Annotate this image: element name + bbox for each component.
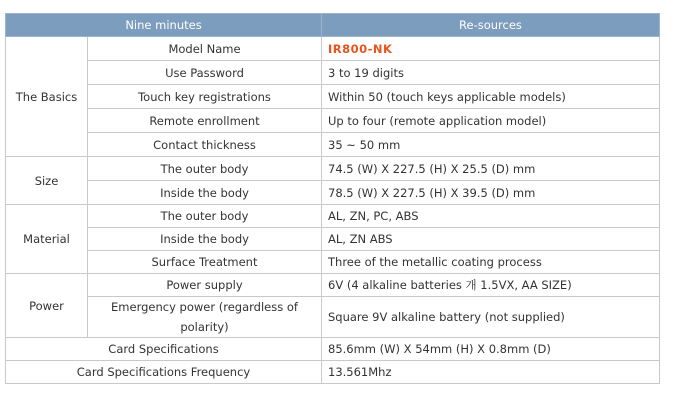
- table-row: [6, 205, 660, 228]
- spec-value: AL, ZN ABS: [322, 228, 660, 251]
- table-row: [6, 297, 660, 338]
- spec-value: 13.561Mhz: [322, 361, 660, 384]
- spec-label: Contact thickness: [88, 133, 322, 157]
- spec-label: Inside the body: [88, 181, 322, 205]
- spec-value: Within 50 (touch keys applicable models): [322, 85, 660, 109]
- spec-value: Up to four (remote application model): [322, 109, 660, 133]
- table-row: [6, 251, 660, 274]
- table-row: [6, 61, 660, 85]
- spec-label: Model Name: [88, 37, 322, 61]
- header-nine-minutes: Nine minutes: [6, 14, 322, 37]
- spec-label: Surface Treatment: [88, 251, 322, 274]
- spec-label: Inside the body: [88, 228, 322, 251]
- spec-value: 74.5 (W) X 227.5 (H) X 25.5 (D) mm: [322, 157, 660, 181]
- header-re-sources: Re-sources: [322, 14, 660, 37]
- category-basics: The Basics: [6, 37, 88, 157]
- table-row: [6, 361, 660, 384]
- spec-label: Use Password: [88, 61, 322, 85]
- spec-label: The outer body: [88, 157, 322, 181]
- table-row: [6, 274, 660, 297]
- table-row: [6, 228, 660, 251]
- category-material: Material: [6, 205, 88, 274]
- spec-value: Square 9V alkaline battery (not supplied): [322, 297, 660, 338]
- model-name-value: IR800-NK: [322, 37, 660, 61]
- spec-value: AL, ZN, PC, ABS: [322, 205, 660, 228]
- spec-value: 78.5 (W) X 227.5 (H) X 39.5 (D) mm: [322, 181, 660, 205]
- table-row: [6, 157, 660, 181]
- spec-label: The outer body: [88, 205, 322, 228]
- spec-label: Remote enrollment: [88, 109, 322, 133]
- spec-label: Power supply: [88, 274, 322, 297]
- table-row: [6, 133, 660, 157]
- category-power: Power: [6, 274, 88, 338]
- spec-value: 3 to 19 digits: [322, 61, 660, 85]
- spec-table: [5, 13, 660, 384]
- spec-label: Emergency power (regardless of polarity): [88, 297, 322, 338]
- spec-value: 6V (4 alkaline batteries 개 1.5VX, AA SIZE): [322, 274, 660, 297]
- spec-label: Card Specifications Frequency: [6, 361, 322, 384]
- table-row: [6, 37, 660, 61]
- spec-value: 85.6mm (W) X 54mm (H) X 0.8mm (D): [322, 338, 660, 361]
- table-header-row: [6, 14, 660, 37]
- table-row: [6, 181, 660, 205]
- spec-value: Three of the metallic coating process: [322, 251, 660, 274]
- spec-label: Touch key registrations: [88, 85, 322, 109]
- table-row: [6, 109, 660, 133]
- spec-value: 35 ~ 50 mm: [322, 133, 660, 157]
- table-row: [6, 85, 660, 109]
- spec-label: Card Specifications: [6, 338, 322, 361]
- category-size: Size: [6, 157, 88, 205]
- table-row: [6, 338, 660, 361]
